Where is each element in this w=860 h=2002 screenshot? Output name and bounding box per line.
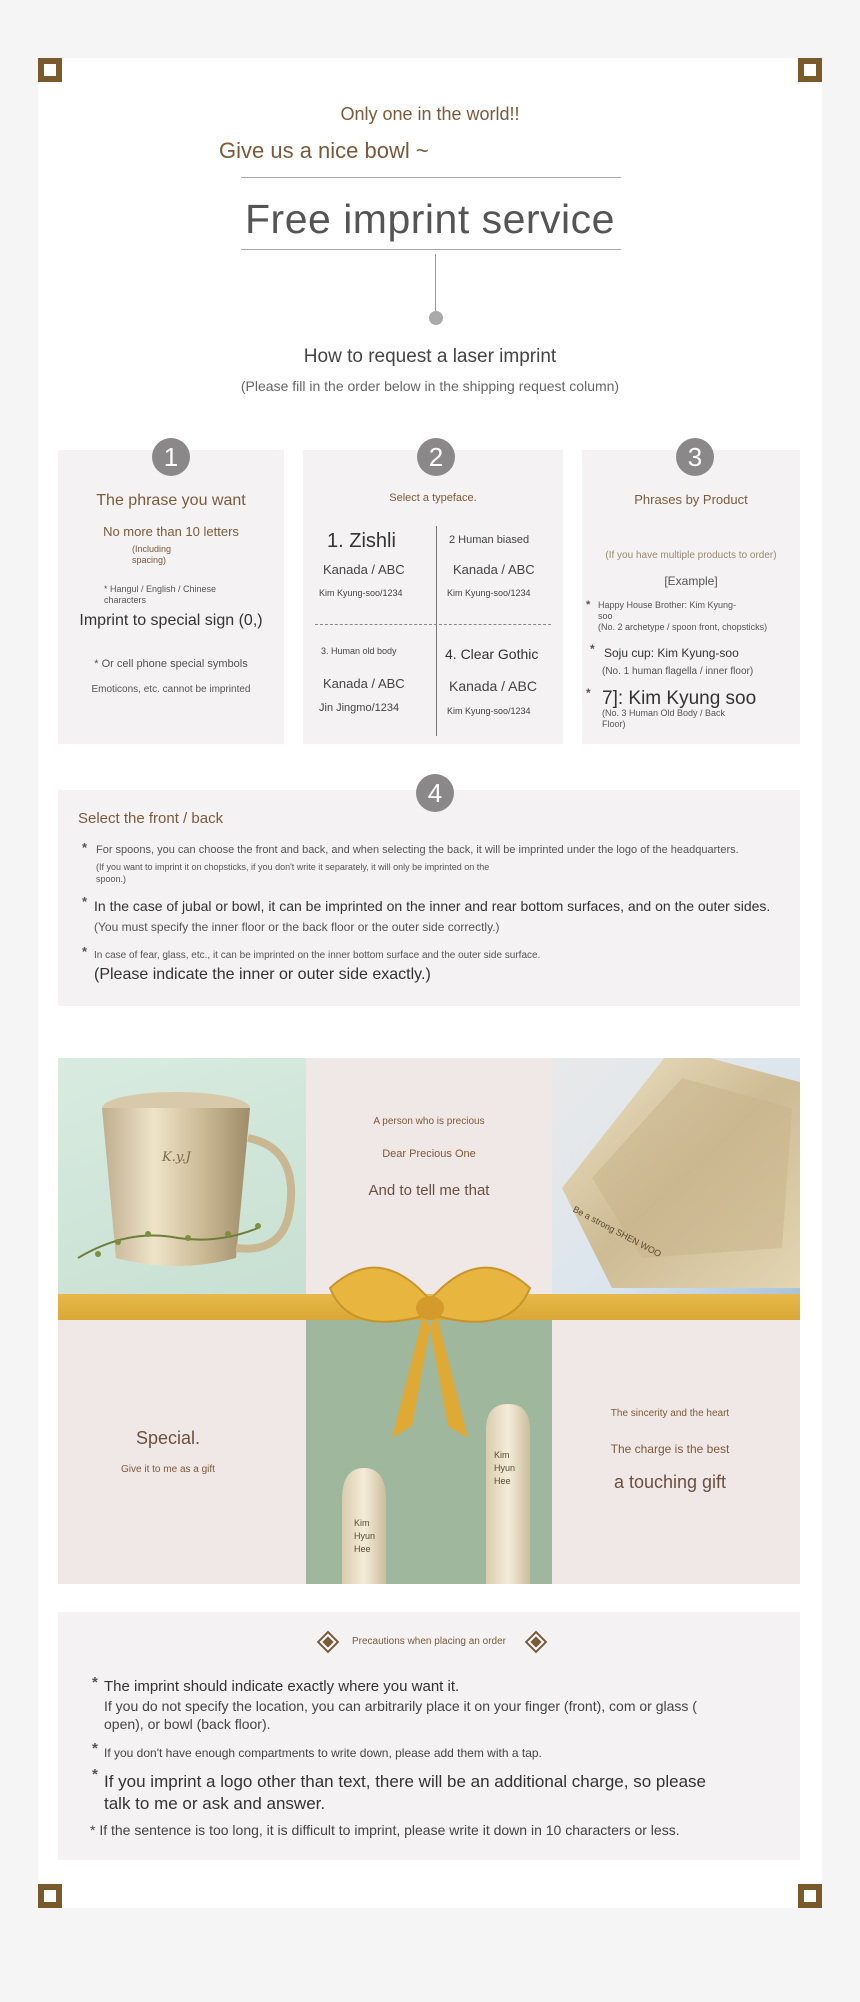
font-sample: Kanada / ABC [323, 676, 405, 691]
font-name-sample: Kim Kyung-soo/1234 [447, 706, 531, 716]
font-name-sample: Kim Kyung-soo/1234 [319, 588, 403, 598]
message-line: A person who is precious [373, 1116, 485, 1127]
precaution-item: If you imprint a logo other than text, there will be an additional charge, so please [104, 1772, 706, 1791]
gift-collage [58, 1058, 800, 1584]
connector-line [435, 254, 436, 314]
step-number: 2 [417, 438, 455, 476]
bullet-mark: * [92, 1674, 98, 1691]
precaution-item: open), or bowl (back floor). [104, 1716, 271, 1732]
corner-ornament [798, 1884, 822, 1908]
spoon-engraving: Hyun [494, 1463, 516, 1473]
example-line: (No. 3 Human Old Body / Back [602, 708, 726, 718]
hero-subtitle: Give us a nice bowl ~ [219, 138, 429, 163]
mug-photo [58, 1058, 306, 1294]
precaution-item: * If the sentence is too long, it is difficult to imprint, please write it down in 10 characters or less. [90, 1822, 680, 1838]
multi-products-note: (If you have multiple products to order) [605, 550, 777, 561]
spoon-engraving: Hee [354, 1544, 371, 1554]
bullet-mark: * [82, 894, 88, 909]
rule-note: (Please indicate the inner or outer side exactly.) [94, 966, 431, 983]
letter-limit: No more than 10 letters [103, 524, 239, 539]
divider [241, 249, 621, 250]
spoon-engraving: Hyun [354, 1531, 376, 1541]
bullet-mark: * [82, 840, 88, 855]
divider [241, 177, 621, 178]
precautions-card [58, 1612, 800, 1860]
bullet-mark: * [586, 599, 591, 611]
gift-bow-icon [320, 1248, 540, 1448]
gift-line: The charge is the best [610, 1442, 730, 1456]
grid-divider [436, 526, 437, 736]
bullet-mark: * [82, 944, 88, 959]
precaution-item: The imprint should indicate exactly where you want it. [104, 1678, 460, 1695]
step-title: The phrase you want [96, 492, 246, 509]
font-name-sample: Jin Jingmo/1234 [319, 702, 400, 714]
font-sample: Kanada / ABC [323, 562, 405, 577]
step-number: 1 [152, 438, 190, 476]
bullet-mark: * [586, 686, 591, 700]
gift-line: The sincerity and the heart [610, 1408, 730, 1419]
step-2-card [303, 442, 563, 744]
font-option-2: 2 Human biased [449, 534, 530, 546]
special-sign: Imprint to special sign (0,) [79, 612, 263, 629]
gift-line: a touching gift [613, 1472, 727, 1492]
step-title: Phrases by Product [634, 492, 748, 507]
rule-text: For spoons, you can choose the front and back, and when selecting the back, it will be imprinted under the logo of the headquarters. [96, 844, 739, 856]
special-subtitle: Give it to me as a gift [121, 1464, 215, 1475]
page-title: Free imprint service [245, 196, 615, 242]
grid-divider [315, 624, 551, 625]
touching-gift-tile [552, 1320, 800, 1584]
precaution-item: talk to me or ask and answer. [104, 1794, 326, 1813]
step-1-card [58, 442, 284, 744]
spoon-engraving: Hee [494, 1476, 511, 1486]
font-sample: Kanada / ABC [449, 678, 537, 694]
special-title: Special. [135, 1428, 201, 1448]
tray-illustration [552, 1058, 800, 1294]
corner-ornament [38, 1884, 62, 1908]
mug-illustration [58, 1058, 306, 1294]
message-line: Dear Precious One [382, 1148, 476, 1160]
spoon-engraving: Kim [354, 1518, 370, 1528]
spoon-engraving: Kim [494, 1450, 510, 1460]
note-text: spacing) [132, 555, 167, 565]
precaution-item: If you do not specify the location, you can arbitrarily place it on your finger (front), com or glass ( [104, 1698, 697, 1714]
example-line: Floor) [602, 719, 626, 729]
phone-symbols: * Or cell phone special symbols [94, 658, 248, 670]
font-option-4: 4. Clear Gothic [445, 646, 539, 662]
chars-note: * Hangul / English / Chinese [104, 584, 217, 594]
font-sample: Kanada / ABC [453, 562, 535, 577]
bullet-mark: * [92, 1766, 98, 1783]
rule-note: spoon.) [96, 874, 127, 884]
bullet-mark: * [590, 642, 595, 656]
howto-title: How to request a laser imprint [303, 346, 557, 367]
example-line: Happy House Brother: Kim Kyung- [598, 600, 737, 610]
font-name-sample: Kim Kyung-soo/1234 [447, 588, 531, 598]
precautions-title: Precautions when placing an order [352, 1636, 506, 1647]
step-title: Select the front / back [78, 810, 224, 827]
font-option-3: 3. Human old body [321, 646, 397, 656]
example-line: soo [598, 611, 613, 621]
tray-engraving: Be a strong SHEN WOO [571, 1204, 663, 1260]
mug-engraving: K.y.J [162, 1150, 191, 1165]
example-line: (No. 1 human flagella / inner floor) [602, 666, 754, 677]
special-tile [58, 1320, 306, 1584]
step-number: 4 [416, 774, 454, 812]
connector-dot [429, 311, 443, 325]
step-4-card [58, 778, 800, 1006]
message-line: And to tell me that [368, 1182, 490, 1199]
rule-text: In case of fear, glass, etc., it can be imprinted on the inner bottom surface and the outer side surface. [94, 950, 541, 961]
step-number: 3 [676, 438, 714, 476]
rule-note: (You must specify the inner floor or the back floor or the outer side correctly.) [94, 920, 500, 934]
chars-note: characters [104, 595, 147, 605]
rule-text: In the case of jubal or bowl, it can be imprinted on the inner and rear bottom surfaces, and on the outer sides. [94, 898, 771, 914]
hero-tagline: Only one in the world!! [340, 104, 520, 124]
example-label: [Example] [664, 574, 718, 588]
emoticons-note: Emoticons, etc. cannot be imprinted [91, 684, 251, 695]
bullet-mark: * [92, 1740, 98, 1757]
corner-ornament [38, 58, 62, 82]
step-3-card [582, 442, 800, 744]
rule-note: (If you want to imprint it on chopsticks, if you don't write it separately, it will only be imprinted on the [96, 862, 490, 872]
precaution-item: If you don't have enough compartments to write down, please add them with a tap. [104, 1746, 542, 1760]
corner-ornament [798, 58, 822, 82]
example-line: (No. 2 archetype / spoon front, chopsticks) [598, 622, 768, 632]
font-option-1: 1. Zishli [327, 530, 396, 552]
step-title: Select a typeface. [389, 492, 477, 504]
tray-photo [552, 1058, 800, 1294]
example-line: Soju cup: Kim Kyung-soo [604, 646, 739, 660]
diamond-icon [525, 1631, 548, 1654]
note-text: (Including [132, 544, 172, 554]
howto-subtitle: (Please fill in the order below in the shipping request column) [240, 378, 620, 394]
example-line: 7]: Kim Kyung soo [602, 688, 757, 709]
